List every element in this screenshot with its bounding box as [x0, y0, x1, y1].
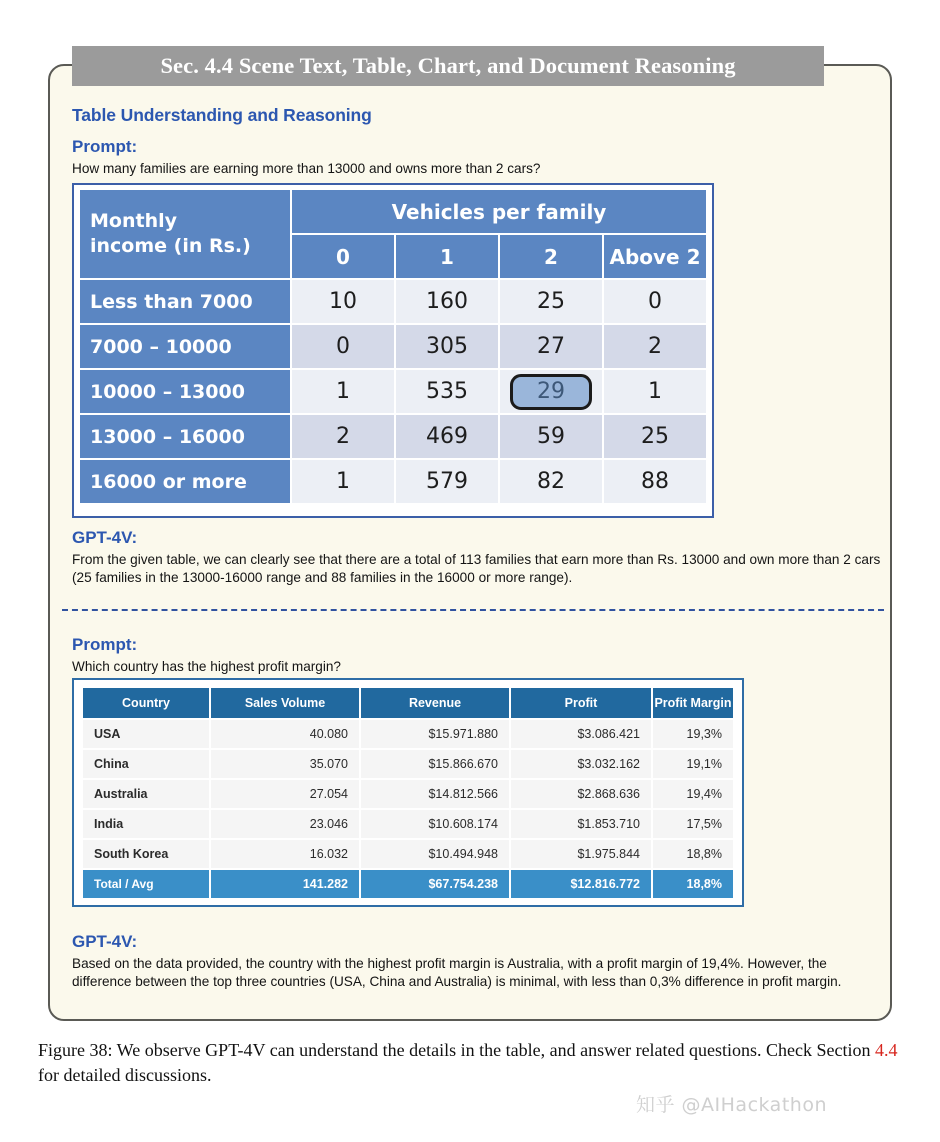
table2-cell-margin-2: 19,4% [653, 780, 733, 808]
table1-cell-2-1: 535 [395, 369, 499, 414]
country-profit-table [81, 686, 735, 900]
table1-cell-1-3: 2 [603, 324, 707, 369]
table1-col-header-0: 0 [291, 234, 395, 279]
table1-corner-line1: Monthly [90, 210, 177, 232]
table2-frame [72, 678, 744, 907]
table2-col-header-profit-margin: Profit Margin [653, 688, 733, 718]
table-row [79, 324, 707, 369]
table1-cell-2-0: 1 [291, 369, 395, 414]
table1-frame [72, 183, 714, 518]
table1-cell-1-1: 305 [395, 324, 499, 369]
table2-cell-margin-1: 19,1% [653, 750, 733, 778]
table1-group-header: Vehicles per family [291, 189, 707, 234]
prompt-text-1: How many families are earning more than 13000 and owns more than 2 cars? [72, 161, 541, 176]
table1-cell-1-0: 0 [291, 324, 395, 369]
table2-col-header-profit: Profit [511, 688, 651, 718]
answer-text-2: Based on the data provided, the country with the highest profit margin is Australia, with a profit margin of 19,4%. However, the difference between the top three countries (USA, China and Australia) is minimal, with less than 0,3% difference in profit margin. [72, 956, 842, 989]
table2-cell-revenue-4: $10.494.948 [361, 840, 509, 868]
caption-section-reference[interactable]: 4.4 [875, 1040, 898, 1060]
table2-total-margin: 18,8% [653, 870, 733, 898]
table2-cell-sales-0: 40.080 [211, 720, 359, 748]
figure-panel [48, 64, 892, 1021]
table2-cell-margin-0: 19,3% [653, 720, 733, 748]
caption-part2: for detailed discussions. [38, 1065, 212, 1085]
table1-cell-2-2-highlighted [499, 369, 603, 414]
figure-caption [38, 1038, 908, 1088]
table2-total-row [83, 870, 733, 898]
table2-cell-country-2: Australia [83, 780, 209, 808]
table1-row-label-3: 13000 – 16000 [79, 414, 291, 459]
table1-cell-1-2: 27 [499, 324, 603, 369]
table-row [83, 780, 733, 808]
table1-cell-0-1: 160 [395, 279, 499, 324]
table-row [83, 840, 733, 868]
table1-body [79, 279, 707, 504]
answer-text-1: From the given table, we can clearly see that there are a total of 113 families that earn more than Rs. 13000 and own more than 2 cars (25 families in the 13000-16000 range and 88 families in the 16000 or more range). [72, 552, 881, 585]
table1-cell-3-1: 469 [395, 414, 499, 459]
table2-cell-country-1: China [83, 750, 209, 778]
table2-col-header-country: Country [83, 688, 209, 718]
table2-cell-revenue-2: $14.812.566 [361, 780, 509, 808]
table2-cell-profit-4: $1.975.844 [511, 840, 651, 868]
families-vehicles-table [78, 188, 708, 505]
table1-head [79, 189, 707, 279]
table-row [79, 414, 707, 459]
table2-cell-country-3: India [83, 810, 209, 838]
prompt-text-2: Which country has the highest profit margin? [72, 659, 341, 674]
section-banner-title: Sec. 4.4 Scene Text, Table, Chart, and Document Reasoning [160, 53, 736, 78]
table2-cell-revenue-0: $15.971.880 [361, 720, 509, 748]
table1-cell-3-0: 2 [291, 414, 395, 459]
table1-cell-0-3: 0 [603, 279, 707, 324]
table1-cell-4-2: 82 [499, 459, 603, 504]
table2-cell-sales-4: 16.032 [211, 840, 359, 868]
table1-cell-0-0: 10 [291, 279, 395, 324]
table-row [79, 279, 707, 324]
section-divider [62, 609, 884, 611]
table2-cell-revenue-3: $10.608.174 [361, 810, 509, 838]
table2-total-revenue: $67.754.238 [361, 870, 509, 898]
table1-row-label-4: 16000 or more [79, 459, 291, 504]
table-row [79, 459, 707, 504]
table1-row-label-2: 10000 – 13000 [79, 369, 291, 414]
table1-row-label-0: Less than 7000 [79, 279, 291, 324]
table-row [83, 810, 733, 838]
table2-cell-margin-4: 18,8% [653, 840, 733, 868]
table2-cell-profit-0: $3.086.421 [511, 720, 651, 748]
table1-cell-4-0: 1 [291, 459, 395, 504]
table-row [83, 720, 733, 748]
table2-cell-sales-1: 35.070 [211, 750, 359, 778]
caption-part1: Figure 38: We observe GPT-4V can understand the details in the table, and answer related questions. Check Section [38, 1040, 876, 1060]
table1-cell-4-3: 88 [603, 459, 707, 504]
table1-corner-line2: income (in Rs.) [90, 235, 251, 257]
table1-cell-4-1: 579 [395, 459, 499, 504]
table2-cell-revenue-1: $15.866.670 [361, 750, 509, 778]
table2-cell-profit-2: $2.868.636 [511, 780, 651, 808]
table2-total-profit: $12.816.772 [511, 870, 651, 898]
table2-cell-profit-3: $1.853.710 [511, 810, 651, 838]
highlighted-value-box: 29 [510, 374, 592, 410]
table1-corner-header [79, 189, 291, 279]
table1-cell-3-3: 25 [603, 414, 707, 459]
table1-cell-3-2: 59 [499, 414, 603, 459]
answer-label-2: GPT-4V: [72, 932, 138, 951]
prompt-label-1: Prompt: [72, 137, 138, 156]
table2-header-row [83, 688, 733, 718]
watermark: 知乎 @AIHackathon [636, 1094, 827, 1116]
table2-col-header-revenue: Revenue [361, 688, 509, 718]
table1-col-header-2: 2 [499, 234, 603, 279]
table1-cell-2-3: 1 [603, 369, 707, 414]
table2-head [83, 688, 733, 718]
panel-heading: Table Understanding and Reasoning [72, 105, 372, 125]
table1-col-header-1: 1 [395, 234, 499, 279]
table-row [83, 750, 733, 778]
table2-body [83, 720, 733, 898]
table2-cell-country-4: South Korea [83, 840, 209, 868]
table2-cell-margin-3: 17,5% [653, 810, 733, 838]
table2-total-sales: 141.282 [211, 870, 359, 898]
answer-label-1: GPT-4V: [72, 528, 138, 547]
table1-col-header-3: Above 2 [603, 234, 707, 279]
table1-row-label-1: 7000 – 10000 [79, 324, 291, 369]
table1-cell-0-2: 25 [499, 279, 603, 324]
panel-inner [62, 66, 880, 1019]
table2-cell-country-0: USA [83, 720, 209, 748]
section-banner [72, 46, 824, 86]
table2-col-header-sales-volume: Sales Volume [211, 688, 359, 718]
table2-cell-sales-2: 27.054 [211, 780, 359, 808]
table2-cell-sales-3: 23.046 [211, 810, 359, 838]
table2-cell-profit-1: $3.032.162 [511, 750, 651, 778]
table1-header-row-1 [79, 189, 707, 234]
table-row [79, 369, 707, 414]
prompt-label-2: Prompt: [72, 635, 138, 654]
table2-total-label: Total / Avg [83, 870, 209, 898]
